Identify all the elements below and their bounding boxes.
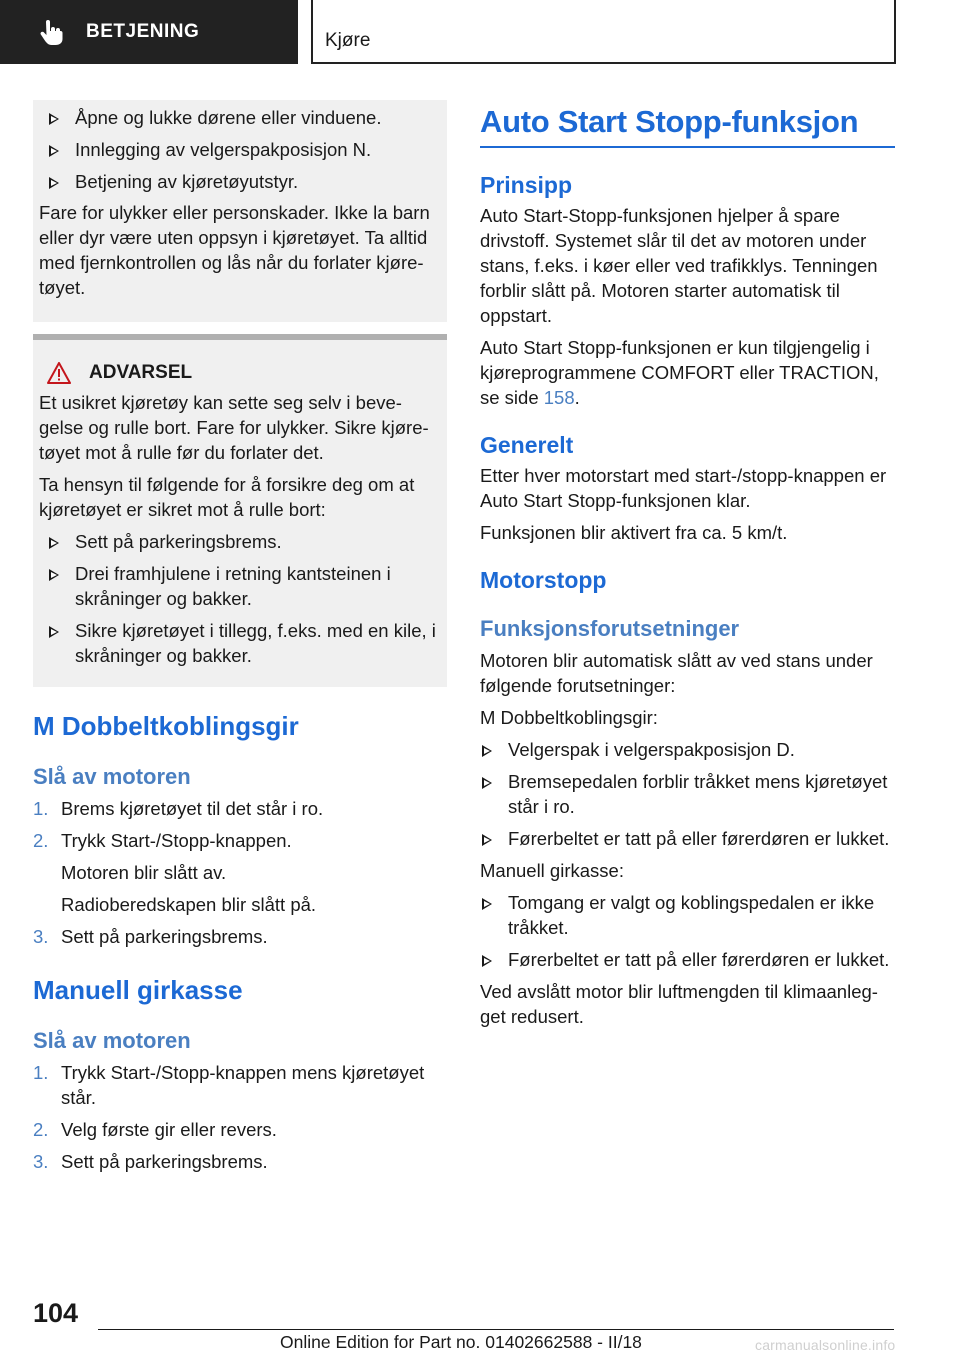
subsection-title: Slå av motoren (33, 1028, 191, 1053)
info-box (33, 100, 447, 322)
step-item: 3. Sett på parkeringsbrems. (33, 1151, 268, 1172)
warning-paragraph: Et usikret kjøretøy kan sette seg selv i bevegelse og rulle bort. Fare for ulykker. Sikre kjøretøyet mot å rulle før du forlater det. (39, 392, 429, 463)
triangle-bullet-icon (482, 834, 492, 846)
warning-title: ADVARSEL (39, 362, 439, 384)
list-item: Drei framhjulene i retning kantsteinen i skråninger og bakker. (33, 561, 439, 611)
section-title: Manuell girkasse (33, 975, 243, 1005)
list-item: Tomgang er valgt og koblingspedalen er ikke tråkket. (480, 890, 895, 940)
watermark: carmanualsonline.info (755, 1337, 896, 1353)
triangle-bullet-icon (49, 145, 59, 157)
paragraph: Auto Start Stopp-funksjonen er kun tilgjengelig i kjøreprogrammene COMFORT eller TRACTION, se side 158. (480, 337, 879, 408)
page-number: 104 (33, 1298, 79, 1328)
footer-divider (98, 1329, 894, 1330)
footer-edition: Online Edition for Part no. 01402662588 - II/18 (280, 1332, 642, 1352)
triangle-bullet-icon (49, 537, 59, 549)
triangle-bullet-icon (482, 745, 492, 757)
paragraph: Motoren blir automatisk slått av ved stans under følgende forutsetninger: (480, 650, 873, 696)
list-item: Sikre kjøretøyet i tillegg, f.eks. med en kile, i skråninger og bakker. (33, 618, 439, 668)
paragraph: M Dobbeltkoblingsgir: (480, 707, 658, 728)
main-title: Auto Start Stopp-funksjon (480, 104, 895, 148)
subsection-title: Funksjonsforutsetninger (480, 616, 740, 641)
list-item: Sett på parkeringsbrems. (33, 529, 439, 554)
step-item: 2. Velg første gir eller revers. (33, 1119, 277, 1140)
step-item: 3. Sett på parkeringsbrems. (33, 926, 268, 947)
list-item: Førerbeltet er tatt på eller førerdøren er lukket. (480, 826, 895, 851)
paragraph: Ved avslått motor blir luftmengden til klimaanlegget redusert. (480, 981, 878, 1027)
triangle-bullet-icon (49, 177, 59, 189)
triangle-bullet-icon (482, 898, 492, 910)
section-title: Prinsipp (480, 172, 573, 198)
section-title: Motorstopp (480, 567, 607, 593)
list-item: Førerbeltet er tatt på eller førerdøren er lukket. (480, 947, 895, 972)
triangle-bullet-icon (49, 626, 59, 638)
page-link[interactable]: 158 (543, 387, 575, 408)
list-item: Velgerspak i velgerspakposisjon D. (480, 737, 895, 762)
section-title: Generelt (480, 432, 574, 458)
paragraph: Manuell girkasse: (480, 860, 624, 881)
paragraph: Etter hver motorstart med start-/stopp-knappen er Auto Start Stopp-funksjonen klar. (480, 465, 887, 511)
warning-paragraph: Ta hensyn til følgende for å forsikre deg om at kjøretøyet er sikret mot å rulle bort: (39, 474, 415, 520)
hand-pointer-icon (38, 18, 66, 46)
step-note: Radioberedskapen blir slått på. (61, 894, 317, 915)
list-item: Betjening av kjøretøyutstyr. (33, 169, 447, 194)
header-section-tab (0, 0, 298, 64)
list-item: Åpne og lukke dørene eller vinduene. (33, 105, 447, 130)
triangle-bullet-icon (49, 569, 59, 581)
right-column (480, 100, 895, 1036)
hazard-text: Fare for ulykker eller personskader. Ikke la barn eller dyr være uten oppsyn i kjøretøyet. Ta alltid med fjernkontrollen og lås når du forlater kjøretøyet. (39, 202, 430, 298)
warning-triangle-icon (47, 362, 71, 384)
paragraph: Auto Start-Stopp-funksjonen hjelper å spare drivstoff. Systemet slår til det av motoren under stans, f.eks. i køer eller ved trafikklys. Tenningen forblir slått på. Motoren starter automatisk til oppstart. (480, 205, 878, 326)
left-column (33, 100, 447, 1181)
header-section-title: BETJENING (86, 21, 200, 42)
list-item: Bremsepedalen forblir tråkket mens kjøretøyet står i ro. (480, 769, 895, 819)
header-chapter-title: Kjøre (325, 30, 371, 51)
subsection-title: Slå av motoren (33, 764, 191, 789)
step-item: 2. Trykk Start-/Stopp-knappen. (33, 830, 292, 851)
section-title: M Dobbeltkoblingsgir (33, 711, 299, 741)
triangle-bullet-icon (482, 777, 492, 789)
step-note: Motoren blir slått av. (61, 862, 227, 883)
paragraph: Funksjonen blir aktivert fra ca. 5 km/t. (480, 522, 788, 543)
step-item: 1. Brems kjøretøyet til det står i ro. (33, 798, 324, 819)
warning-box (33, 334, 447, 687)
step-item: 1. Trykk Start-/Stopp-knappen mens kjøretøyet står. (33, 1062, 425, 1108)
header-chapter-box (311, 0, 896, 64)
list-item: Innlegging av velgerspakposisjon N. (33, 137, 447, 162)
triangle-bullet-icon (482, 955, 492, 967)
triangle-bullet-icon (49, 113, 59, 125)
